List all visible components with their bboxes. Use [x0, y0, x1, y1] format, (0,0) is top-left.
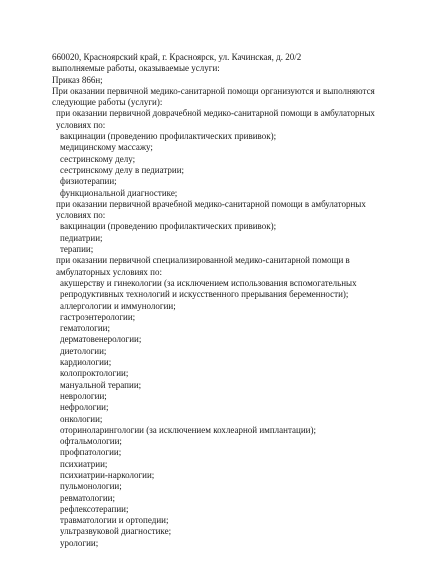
list-item: вакцинации (проведению профилактических прививок);	[60, 221, 277, 232]
list-item: дерматовенерологии;	[60, 334, 142, 345]
list-item: травматологии и ортопедии;	[60, 515, 169, 526]
section-physician: при оказании первичной врачебной медико-санитарной помощи в амбулаторных условиях по:	[56, 198, 369, 221]
list-item: колопроктологии;	[60, 368, 129, 379]
list-item: психиатрии-наркологии;	[60, 469, 155, 480]
intro-paragraph: При оказании первичной медико-санитарной помощи организуются и выполняются следующие работы (услуги):	[52, 85, 377, 108]
list-item: функциональной диагностике;	[60, 187, 178, 198]
list-item: вакцинации (проведению профилактических прививок);	[60, 131, 277, 142]
list-item: медицинскому массажу;	[60, 142, 153, 153]
list-item: сестринскому делу в педиатрии;	[60, 164, 185, 175]
license-text-body	[52, 52, 392, 549]
list-item: профпатологии;	[60, 447, 122, 458]
list-item: оториноларингологии (за исключением кохлеарной имплантации);	[60, 424, 316, 435]
list-item: терапии;	[60, 244, 94, 255]
list-item: диетологии;	[60, 345, 107, 356]
list-item: урологии;	[60, 537, 99, 548]
section-specialized: при оказании первичной специализированной медико-санитарной помощи в амбулаторных условиях по:	[56, 255, 353, 277]
list-item: неврологии;	[60, 390, 107, 401]
list-item: гематологии;	[60, 323, 110, 334]
list-item: рефлексотерапии;	[60, 503, 129, 514]
list-item: нефрологии;	[60, 402, 109, 413]
list-item: педиатрии;	[60, 232, 103, 243]
list-item: гастроэнтерологии;	[60, 311, 136, 322]
list-item: мануальной терапии;	[60, 379, 142, 390]
section-prehospital: при оказании первичной доврачебной медико-санитарной помощи в амбулаторных условиях по:	[56, 108, 378, 130]
list-item: психиатрии;	[60, 458, 108, 469]
list-item: акушерству и гинекологии (за исключением использования вспомогательных репродуктивных технологий и искусственного прерывания беременности);	[60, 277, 359, 300]
list-item: кардиологии;	[60, 357, 112, 368]
list-item: ревматологии;	[60, 492, 115, 503]
list-item: онкологии;	[60, 413, 103, 424]
list-item: офтальмологии;	[60, 436, 122, 447]
list-item: пульмонологии;	[60, 481, 122, 492]
list-item: ультразвуковой диагностике;	[60, 526, 172, 537]
list-item: сестринскому делу;	[60, 153, 136, 164]
order-reference: Приказ 866н;	[52, 74, 103, 85]
address-line: 660020, Красноярский край, г. Красноярск, ул. Качинская, д. 20/2	[52, 52, 302, 62]
list-item: физиотерапии;	[60, 176, 117, 187]
works-heading: выполняемые работы, оказываемые услуги:	[52, 63, 220, 74]
list-item: аллергологии и иммунологии;	[60, 300, 176, 311]
